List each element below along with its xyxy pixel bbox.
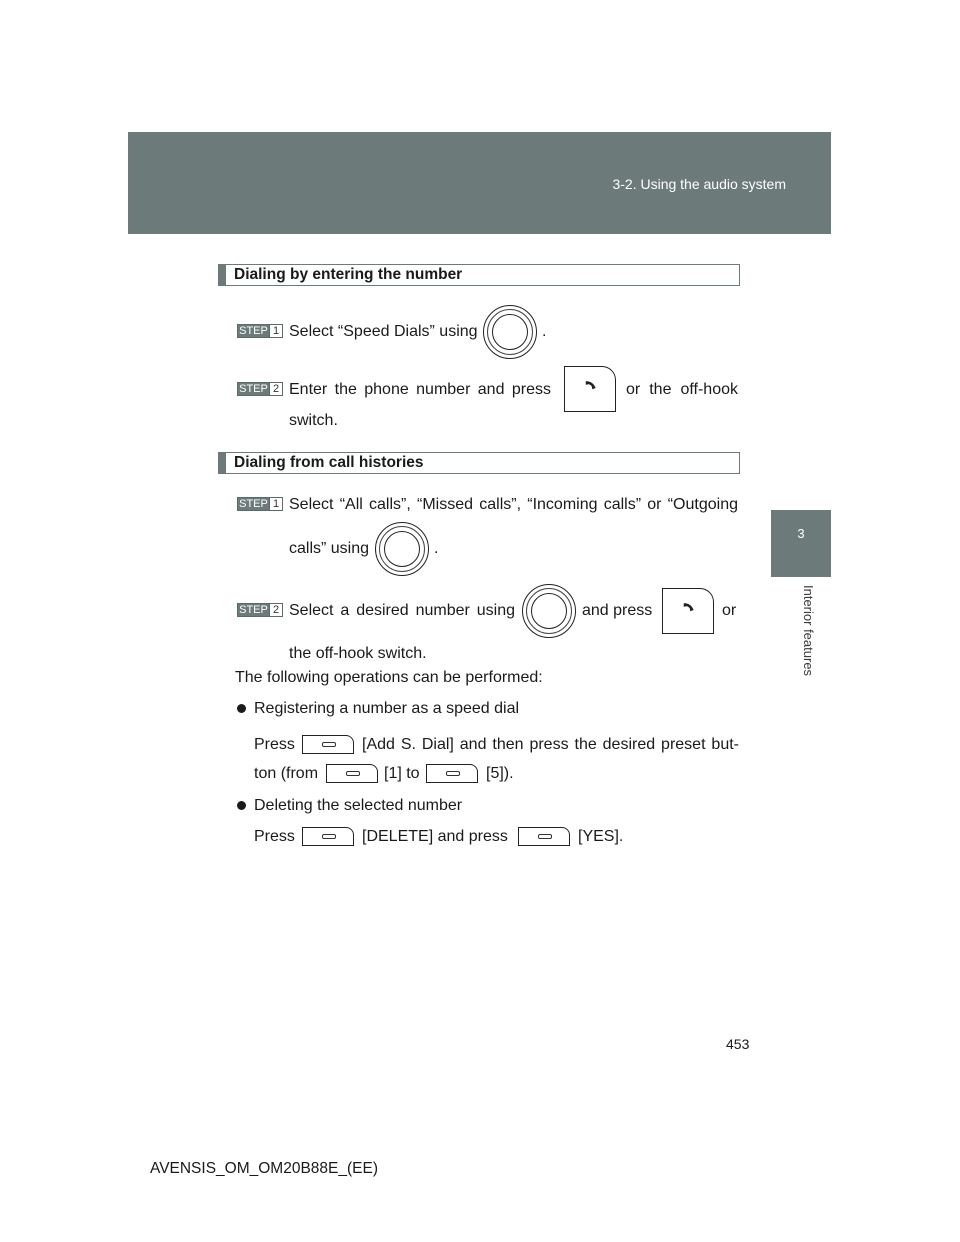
- step-label: STEP: [239, 325, 268, 337]
- section-title: 3-2. Using the audio system: [612, 176, 786, 192]
- preset-button-icon: [426, 764, 478, 783]
- step-number: 1: [269, 325, 282, 337]
- yes-text: [YES].: [578, 828, 624, 845]
- step-label: STEP: [239, 498, 268, 510]
- chapter-label: Interior features: [801, 585, 816, 677]
- preset-1-to-text: [1] to: [384, 765, 420, 782]
- step1b-period: .: [434, 540, 439, 557]
- chapter-number: 3: [797, 526, 805, 541]
- document-code: AVENSIS_OM_OM20B88E_(EE): [150, 1160, 378, 1177]
- step-label: STEP: [239, 383, 268, 395]
- page-number: 453: [726, 1036, 750, 1052]
- chapter-tab: [771, 510, 831, 577]
- preset-button-icon: [302, 735, 354, 754]
- step-badge-2b: [237, 603, 283, 617]
- tune-select-knob-icon: [375, 522, 429, 576]
- step-number: 2: [269, 383, 282, 395]
- step-number: 2: [269, 604, 282, 616]
- step-badge-1b: [237, 497, 283, 511]
- step1b-text-line1: Select “All calls”, “Missed calls”, “Incoming calls” or “Outgoing: [289, 496, 738, 513]
- preset-button-icon: [518, 827, 570, 846]
- add-s-dial-text: [Add S. Dial] and then press the desired preset but-: [362, 736, 739, 753]
- off-hook-phone-icon: [564, 366, 616, 412]
- operation-title-delete: Deleting the selected number: [254, 797, 463, 814]
- preset-5-text: [5]).: [486, 765, 514, 782]
- press-text: Press: [254, 736, 295, 753]
- step2b-text: Select a desired number using: [289, 602, 515, 619]
- step-label: STEP: [239, 604, 268, 616]
- bullet-icon: [237, 704, 246, 713]
- tune-select-knob-icon: [522, 584, 576, 638]
- step2b-text-mid: and press: [582, 602, 653, 619]
- step1b-text-line2: calls” using: [289, 540, 370, 557]
- delete-text: [DELETE] and press: [362, 828, 508, 845]
- step1-text: Select “Speed Dials” using: [289, 323, 478, 340]
- operations-intro: The following operations can be performed:: [235, 669, 543, 686]
- step2-text-line2: switch.: [289, 412, 338, 429]
- step-badge-2: [237, 382, 283, 396]
- heading-dialing-by-number: Dialing by entering the number: [218, 264, 740, 286]
- operation-title-speed-dial: Registering a number as a speed dial: [254, 700, 520, 717]
- off-hook-phone-icon: [662, 588, 714, 634]
- step1-period: .: [542, 323, 547, 340]
- preset-button-icon: [326, 764, 378, 783]
- preset-button-icon: [302, 827, 354, 846]
- heading-dialing-from-histories: Dialing from call histories: [218, 452, 740, 474]
- step2-text: Enter the phone number and press: [289, 381, 551, 398]
- step2b-text-line2: the off-hook switch.: [289, 645, 427, 662]
- press-text: Press: [254, 828, 295, 845]
- ton-from-text: ton (from: [254, 765, 319, 782]
- bullet-icon: [237, 801, 246, 810]
- header-band: [128, 132, 831, 234]
- step-badge-1: [237, 324, 283, 338]
- step-number: 1: [269, 498, 282, 510]
- step2-text-after: or the off-hook: [626, 381, 738, 398]
- step2b-text-after: or: [722, 602, 737, 619]
- tune-select-knob-icon: [483, 305, 537, 359]
